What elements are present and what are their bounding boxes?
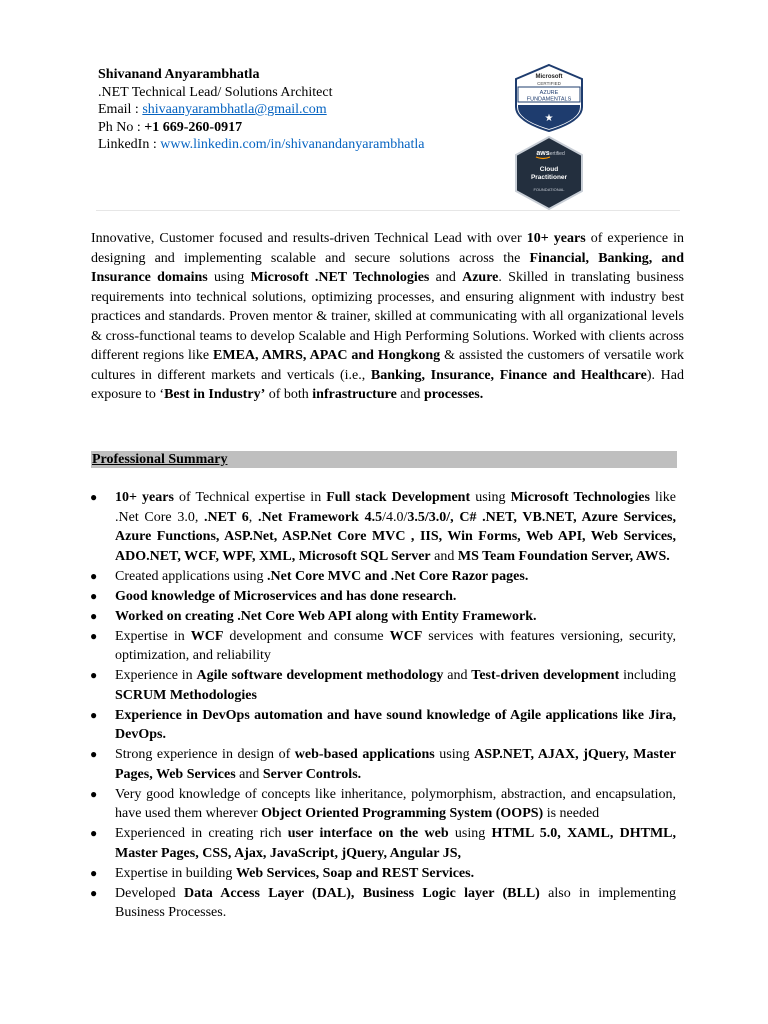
bullet-icon: ●: [90, 608, 98, 623]
list-item: ● Worked on creating .Net Core Web API along with Entity Framework.: [91, 607, 676, 627]
list-item: ● 10+ years of Technical expertise in Full stack Development using Microsoft Technologies like .Net Core 3.0, .NET 6, .Net Framework 4.5/4.0/3.5/3.0/, C# .NET, VB.NET, Azure Services, Azure Functions, ASP.Net, ASP.Net Core MVC , IIS, Win Forms, Web API, Web Services, ADO.NET, WCF, WPF, XML, Microsoft SQL Server and MS Team Foundation Server, AWS.: [90, 490, 677, 564]
list-item: ● Very good knowledge of concepts like inheritance, polymorphism, abstraction, and encapsulation, have used them wherever Object Oriented Programming System (OOPS) is needed: [90, 786, 676, 821]
bullet-icon: ●: [90, 568, 98, 583]
bullet-icon: ●: [90, 588, 98, 603]
candidate-name: Shivanand Anyarambhatla: [98, 67, 260, 82]
linkedin-link[interactable]: www.linkedin.com/in/shivanandanyarambhatla: [160, 137, 425, 152]
professional-summary-list: [91, 488, 676, 923]
list-item: ● Experience in Agile software development methodology and Test-driven development including SCRUM Methodologies: [90, 668, 676, 703]
phone-value: +1 669-260-0917: [144, 119, 243, 135]
svg-text:Microsoft: Microsoft: [535, 74, 563, 80]
svg-text:AZURE: AZURE: [539, 90, 559, 96]
svg-text:FUNDAMENTALS: FUNDAMENTALS: [526, 96, 572, 103]
list-item: ● Expertise in building Web Services, Soap and REST Services.: [91, 864, 676, 884]
professional-summary-heading: Professional Summary: [91, 451, 677, 468]
list-item: ● Good knowledge of Microservices and has done research.: [91, 587, 676, 607]
certification-badges: [507, 63, 591, 211]
list-item: ● Experienced in creating rich user interface on the web using HTML 5.0, XAML, DHTML, Master Pages, CSS, Ajax, JavaScript, jQuery, Angular JS,: [90, 826, 676, 861]
list-item: ● Developed Data Access Layer (DAL), Business Logic layer (BLL) also in implementing Business Processes.: [90, 885, 676, 920]
bullet-icon: ●: [90, 826, 98, 840]
bullet-icon: ●: [90, 490, 98, 504]
bullet-icon: ●: [90, 885, 98, 900]
bullet-icon: ●: [90, 628, 98, 643]
aws-cloud-practitioner-badge: [512, 135, 586, 211]
bullet-icon: ●: [90, 707, 98, 722]
phone-label: Ph No :: [98, 119, 145, 135]
linkedin-label: LinkedIn :: [98, 137, 161, 152]
list-item: ● Experience in DevOps automation and have sound knowledge of Agile applications like Jira, DevOps.: [90, 707, 676, 742]
email-line: [98, 101, 424, 119]
email-link[interactable]: shivaanyarambhatla@gmail.com: [142, 102, 327, 117]
azure-fundamentals-badge: [512, 63, 586, 133]
candidate-title: .NET Technical Lead/ Solutions Architect: [98, 84, 333, 100]
svg-text:certified: certified: [547, 151, 565, 157]
svg-text:Practitioner: Practitioner: [530, 174, 568, 181]
svg-text:FOUNDATIONAL: FOUNDATIONAL: [533, 187, 565, 192]
bullet-icon: ●: [90, 786, 98, 801]
summary-paragraph: Innovative, Customer focused and results-driven Technical Lead with over 10+ years of experience in designing and implementing scalable and secure solutions across the Financial, Banking, and Insurance domains using Microsoft .NET Technologies and Azure. Skilled in translating business requirements into technical solutions, optimizing processes, and ensuring alignment with industry best practices and standards. Proven mentor & trainer, skilled at communicating with all organizational levels & cross-functional teams to develop Scalable and High Performing Solutions. Worked with clients across different regions like EMEA, AMRS, APAC and Hongkong & assisted the customers of versatile work cultures in different markets and verticals (i.e., Banking, Insurance, Finance and Healthcare). Had exposure to ‘Best in Industry’ of both infrastructure and processes.: [91, 231, 685, 402]
svg-text:aws: aws: [536, 150, 550, 157]
bullet-icon: ●: [90, 747, 98, 761]
svg-text:CERTIFIED: CERTIFIED: [537, 81, 561, 86]
bullet-icon: ●: [90, 865, 98, 880]
bullet-icon: ●: [90, 668, 98, 682]
list-item: ● Created applications using .Net Core MVC and .Net Core Razor pages.: [91, 567, 676, 587]
email-label: Email :: [98, 102, 143, 117]
star-icon: ★: [544, 113, 554, 124]
list-item: ● Strong experience in design of web-based applications using ASP.NET, AJAX, jQuery, Master Pages, Web Services and Server Controls.: [90, 747, 676, 782]
list-item: ● Expertise in WCF development and consume WCF services with features versioning, security, optimization, and reliability: [90, 628, 676, 663]
svg-text:Cloud: Cloud: [539, 166, 559, 173]
resume-header: [98, 66, 424, 154]
phone-line: [98, 119, 424, 137]
header-divider: [96, 210, 680, 211]
linkedin-line: [98, 136, 424, 154]
